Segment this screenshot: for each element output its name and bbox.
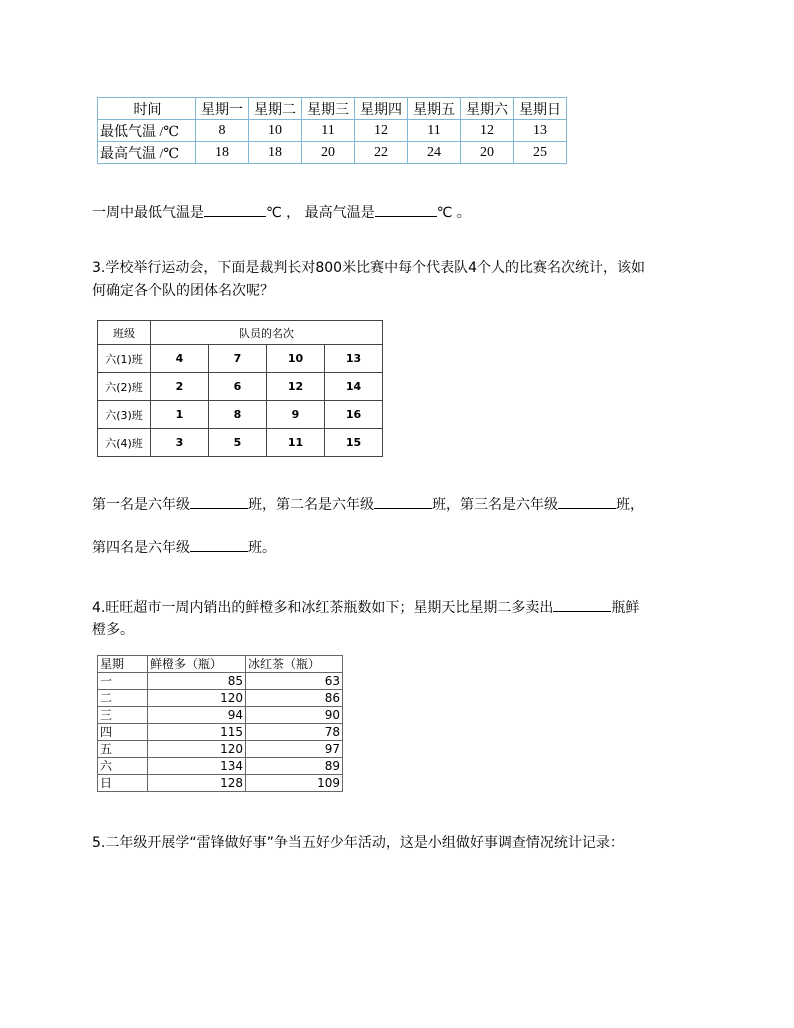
row-label: 六(3)班	[98, 401, 151, 429]
table-header-cell: 星期一	[196, 98, 249, 120]
question-text: 第一名是六年级	[92, 497, 190, 513]
table-cell: 120	[148, 690, 246, 707]
table-cell: 15	[325, 429, 383, 457]
table-row	[98, 741, 343, 758]
table-row	[98, 373, 383, 401]
table-header-cell: 时间	[98, 98, 196, 120]
question-text: 班，	[616, 497, 644, 513]
table-cell: 14	[325, 373, 383, 401]
table-header-cell: 冰红茶（瓶）	[246, 656, 343, 673]
table-cell: 四	[98, 724, 148, 741]
row-label: 最低气温 /℃	[98, 120, 196, 142]
question-3-answer-line-1	[92, 494, 644, 515]
table-row	[98, 429, 383, 457]
table-cell: 12	[267, 373, 325, 401]
table-header-row	[98, 321, 383, 345]
table-header-row	[98, 98, 567, 120]
table-header-cell: 星期日	[514, 98, 567, 120]
table-cell: 20	[461, 142, 514, 164]
table-cell: 97	[246, 741, 343, 758]
row-label: 六(1)班	[98, 345, 151, 373]
question-text: 瓶鲜	[611, 600, 640, 616]
table-header-cell: 星期四	[355, 98, 408, 120]
answer-blank-first[interactable]	[190, 494, 248, 509]
table-cell: 13	[325, 345, 383, 373]
question-4-line-2: 橙多。	[92, 622, 134, 638]
table-cell: 115	[148, 724, 246, 741]
table-cell: 18	[196, 142, 249, 164]
table-cell: 1	[151, 401, 209, 429]
table-row	[98, 401, 383, 429]
table-row	[98, 724, 343, 741]
table-header-cell: 星期五	[408, 98, 461, 120]
question-text: 班。	[248, 540, 276, 556]
answer-blank-min[interactable]	[204, 202, 266, 217]
table-cell: 89	[246, 758, 343, 775]
table-row	[98, 673, 343, 690]
table-header-cell: 鲜橙多（瓶）	[148, 656, 246, 673]
table-cell: 11	[408, 120, 461, 142]
table-cell: 8	[209, 401, 267, 429]
table-cell: 8	[196, 120, 249, 142]
table-row	[98, 142, 567, 164]
answer-blank-difference[interactable]	[553, 597, 611, 612]
sales-table	[97, 655, 343, 792]
temperature-table	[97, 97, 567, 164]
table-row	[98, 690, 343, 707]
table-cell: 78	[246, 724, 343, 741]
question-text: 班，第二名是六年级	[248, 497, 374, 513]
table-row	[98, 758, 343, 775]
table-cell: 12	[355, 120, 408, 142]
ranking-table	[97, 320, 383, 457]
table-cell: 一	[98, 673, 148, 690]
table-cell: 94	[148, 707, 246, 724]
answer-blank-fourth[interactable]	[190, 537, 248, 552]
table-cell: 三	[98, 707, 148, 724]
question-text: 一周中最低气温是	[92, 205, 204, 221]
table-cell: 11	[267, 429, 325, 457]
table-cell: 85	[148, 673, 246, 690]
question-text: 班，第三名是六年级	[432, 497, 558, 513]
question-4-line-1	[92, 597, 639, 618]
table-cell: 90	[246, 707, 343, 724]
table-cell: 10	[249, 120, 302, 142]
table-cell: 25	[514, 142, 567, 164]
table-header-cell: 星期	[98, 656, 148, 673]
question-text: 第四名是六年级	[92, 540, 190, 556]
table-cell: 五	[98, 741, 148, 758]
table-header-cell: 班级	[98, 321, 151, 345]
question-3-line-2: 何确定各个队的团体名次呢？	[92, 283, 274, 299]
table-cell: 13	[514, 120, 567, 142]
table-cell: 日	[98, 775, 148, 792]
table-cell: 86	[246, 690, 343, 707]
table-header-cell: 星期三	[302, 98, 355, 120]
table-cell: 22	[355, 142, 408, 164]
table-header-cell: 星期二	[249, 98, 302, 120]
row-label: 六(2)班	[98, 373, 151, 401]
table-cell: 20	[302, 142, 355, 164]
answer-blank-third[interactable]	[558, 494, 616, 509]
table-cell: 六	[98, 758, 148, 775]
table-header-cell: 星期六	[461, 98, 514, 120]
table-cell: 6	[209, 373, 267, 401]
table-cell: 10	[267, 345, 325, 373]
answer-blank-second[interactable]	[374, 494, 432, 509]
answer-blank-max[interactable]	[375, 202, 437, 217]
table-cell: 2	[151, 373, 209, 401]
table-header-row	[98, 656, 343, 673]
question-2-answer	[92, 202, 471, 223]
table-cell: 128	[148, 775, 246, 792]
table-row	[98, 707, 343, 724]
table-cell: 134	[148, 758, 246, 775]
table-row	[98, 775, 343, 792]
table-cell: 3	[151, 429, 209, 457]
table-row	[98, 120, 567, 142]
table-cell: 二	[98, 690, 148, 707]
table-row	[98, 345, 383, 373]
table-cell: 18	[249, 142, 302, 164]
question-text: ℃ ， 最高气温是	[266, 205, 375, 221]
table-cell: 16	[325, 401, 383, 429]
table-cell: 120	[148, 741, 246, 758]
table-cell: 5	[209, 429, 267, 457]
table-cell: 63	[246, 673, 343, 690]
table-cell: 11	[302, 120, 355, 142]
table-cell: 4	[151, 345, 209, 373]
question-3-answer-line-2	[92, 537, 276, 558]
question-text: ℃ 。	[436, 205, 471, 221]
table-cell: 9	[267, 401, 325, 429]
table-cell: 12	[461, 120, 514, 142]
question-text: 4.旺旺超市一周内销出的鲜橙多和冰红茶瓶数如下；星期天比星期二多卖出	[92, 600, 554, 616]
table-cell: 24	[408, 142, 461, 164]
table-cell: 7	[209, 345, 267, 373]
table-cell: 109	[246, 775, 343, 792]
table-header-cell: 队员的名次	[151, 321, 383, 345]
question-3-line-1: 3.学校举行运动会，下面是裁判长对800米比赛中每个代表队4个人的比赛名次统计，该如	[92, 260, 645, 276]
question-5-line-1: 5.二年级开展学“雷锋做好事”争当五好少年活动，这是小组做好事调查情况统计记录：	[92, 835, 624, 851]
row-label: 六(4)班	[98, 429, 151, 457]
row-label: 最高气温 /℃	[98, 142, 196, 164]
